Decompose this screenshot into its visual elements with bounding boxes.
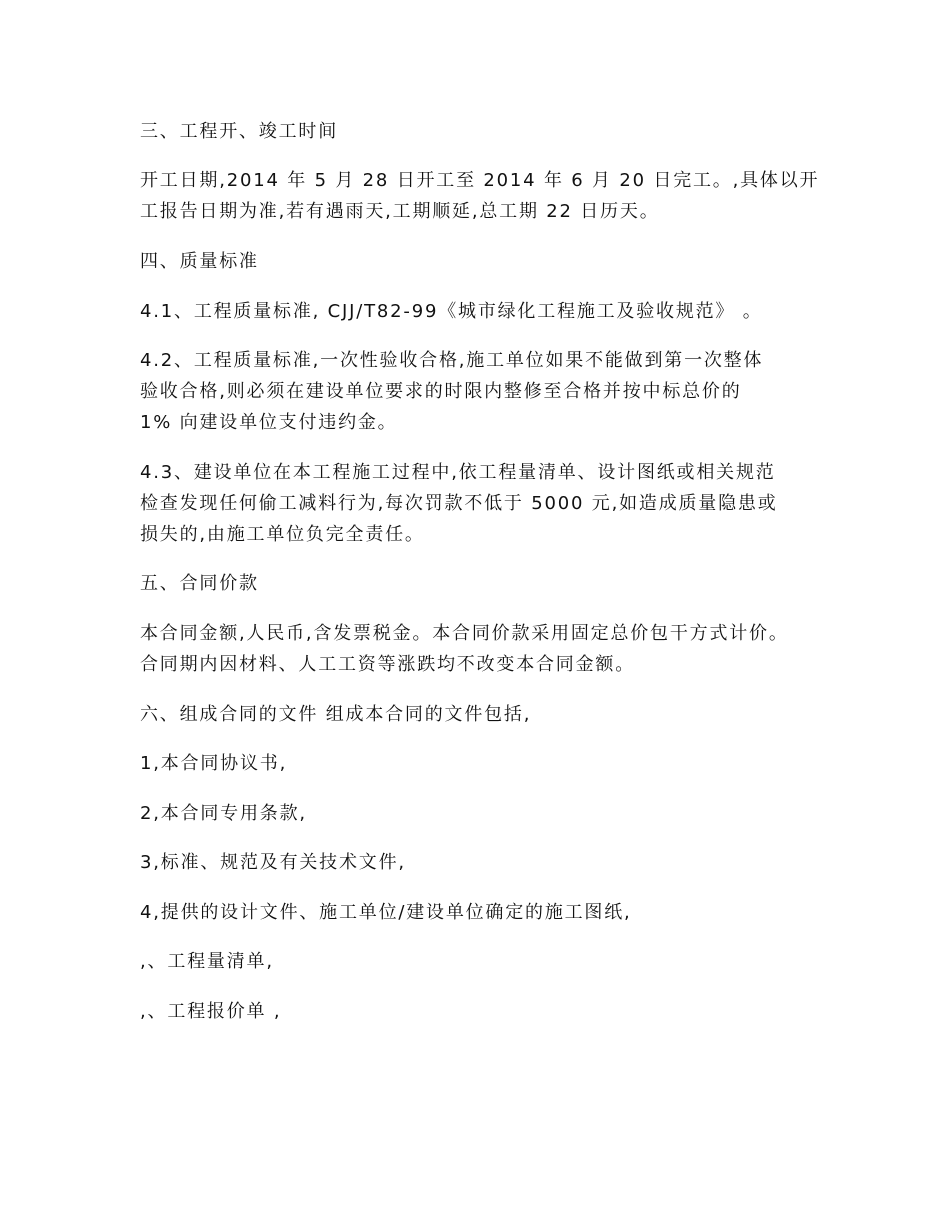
text-line: 2,本合同专用条款, bbox=[140, 803, 307, 824]
text-line: 检查发现任何偷工减料行为,每次罚款不低于 5000 元,如造成质量隐患或 bbox=[140, 493, 778, 514]
list-item bbox=[140, 897, 830, 928]
text-line: 4,提供的设计文件、施工单位/建设单位确定的施工图纸, bbox=[140, 902, 632, 923]
paragraph-4-3 bbox=[140, 457, 830, 550]
text-line: ,、工程报价单 , bbox=[140, 1001, 282, 1022]
section-heading-3 bbox=[140, 116, 830, 147]
paragraph-schedule bbox=[140, 165, 830, 227]
text-line: 损失的,由施工单位负完全责任。 bbox=[140, 524, 425, 545]
text-line: 六、组成合同的文件 组成本合同的文件包括, bbox=[140, 704, 532, 725]
section-heading-4 bbox=[140, 246, 830, 277]
text-line: 工报告日期为准,若有遇雨天,工期顺延,总工期 22 日历天。 bbox=[140, 201, 660, 222]
list-item bbox=[140, 847, 830, 878]
list-item bbox=[140, 946, 830, 977]
paragraph-contract-price bbox=[140, 618, 830, 680]
text-line: 验收合格,则必须在建设单位要求的时限内整修至合格并按中标总价的 bbox=[140, 381, 742, 402]
text-line: 3,标准、规范及有关技术文件, bbox=[140, 852, 406, 873]
paragraph-4-1 bbox=[140, 296, 830, 327]
text-line: 合同期内因材料、人工工资等涨跌均不改变本合同金额。 bbox=[140, 654, 635, 675]
list-item bbox=[140, 748, 830, 779]
text-line: 四、质量标准 bbox=[140, 251, 259, 272]
list-item bbox=[140, 798, 830, 829]
text-line: 4.2、工程质量标准,一次性验收合格,施工单位如果不能做到第一次整体 bbox=[140, 350, 764, 371]
text-line: 1,本合同协议书, bbox=[140, 753, 288, 774]
text-line: 4.1、工程质量标准, CJJ/T82-99《城市绿化工程施工及验收规范》 。 bbox=[140, 301, 763, 322]
text-line: 五、合同价款 bbox=[140, 573, 259, 594]
list-item bbox=[140, 996, 830, 1027]
text-line: ,、工程量清单, bbox=[140, 951, 274, 972]
section-heading-6 bbox=[140, 699, 830, 730]
text-line: 本合同金额,人民币,含发票税金。本合同价款采用固定总价包干方式计价。 bbox=[140, 623, 789, 644]
paragraph-4-2 bbox=[140, 345, 830, 438]
text-line: 1% 向建设单位支付违约金。 bbox=[140, 412, 398, 433]
text-line: 三、工程开、竣工时间 bbox=[140, 121, 338, 142]
section-heading-5 bbox=[140, 568, 830, 599]
text-line: 开工日期,2014 年 5 月 28 日开工至 2014 年 6 月 20 日完工。,具体以开 bbox=[140, 170, 820, 191]
text-line: 4.3、建设单位在本工程施工过程中,依工程量清单、设计图纸或相关规范 bbox=[140, 462, 776, 483]
